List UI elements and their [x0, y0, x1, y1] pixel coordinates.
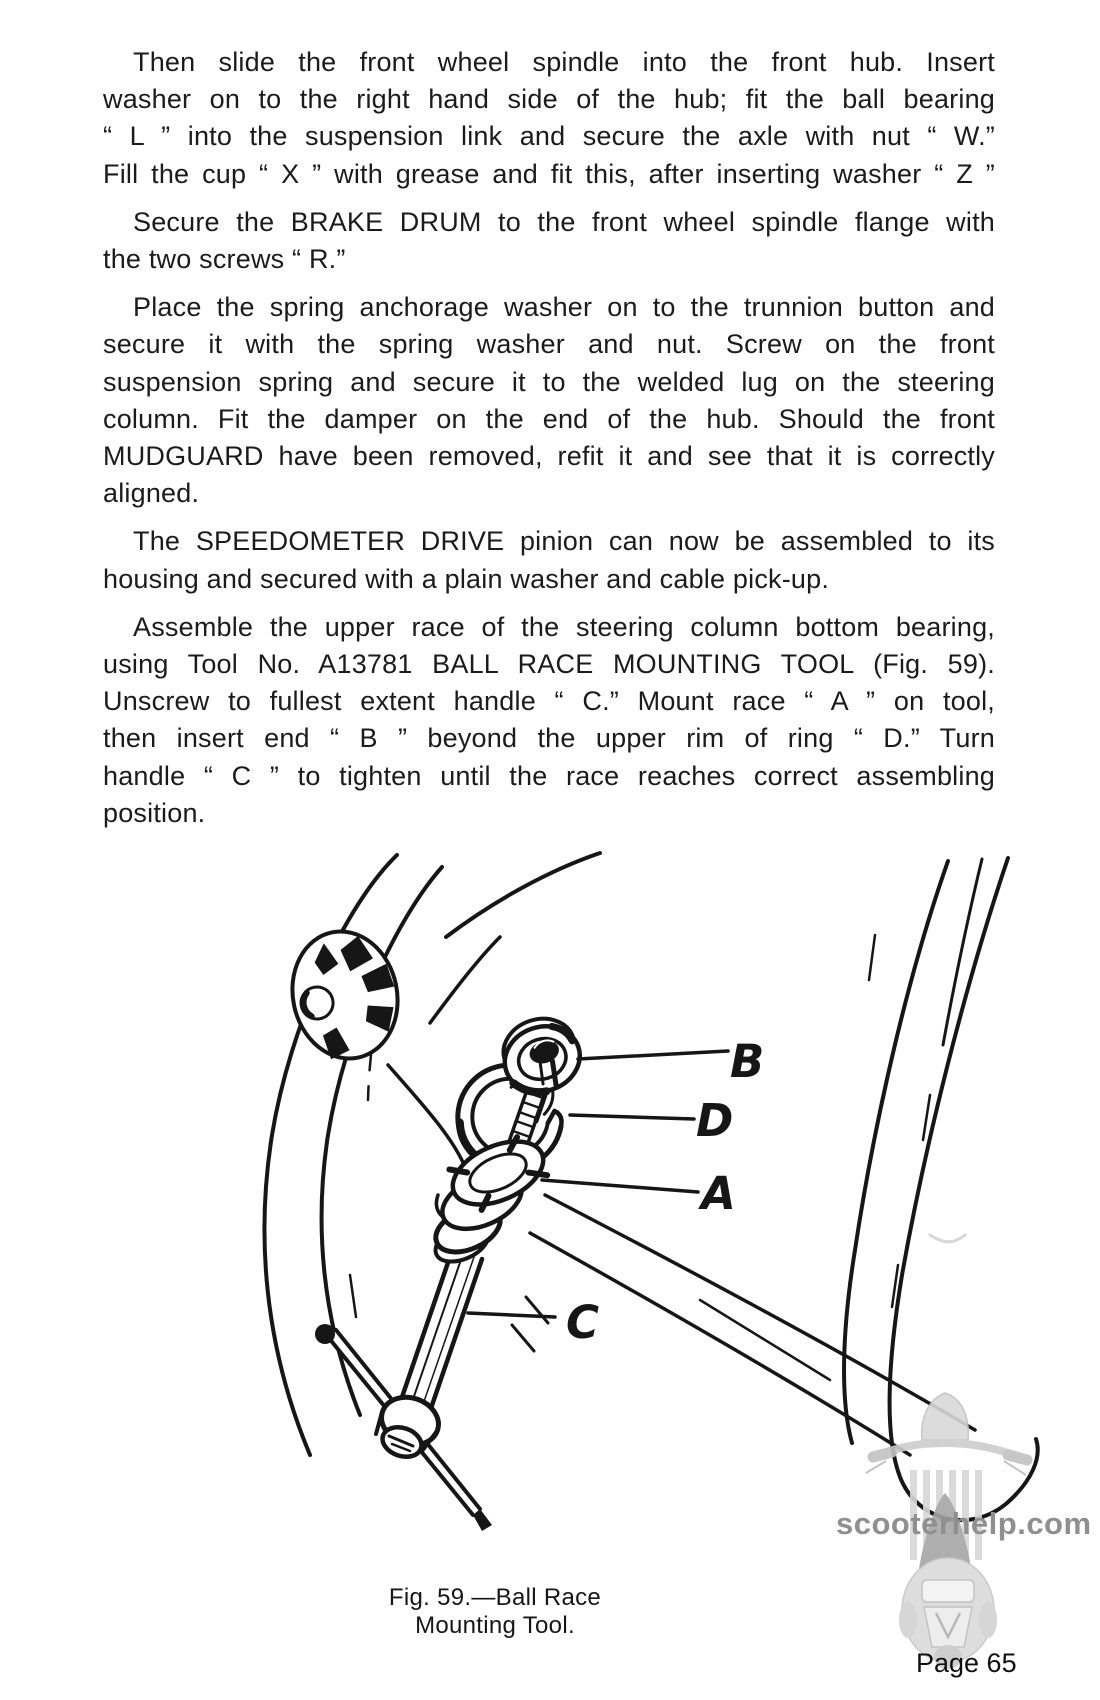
paragraph	[103, 204, 995, 278]
scooter-side-left	[899, 1602, 917, 1638]
paragraph	[103, 289, 995, 512]
scooter-grip-right	[1008, 1455, 1027, 1460]
label-d: D	[696, 1094, 734, 1147]
text-line: then insert end “ B ” beyond the upper rim of ring “ D.” Turn	[103, 723, 995, 754]
text-block	[103, 44, 995, 843]
scan-mark	[930, 1235, 965, 1242]
scooter-grip-left	[873, 1452, 892, 1457]
figure-labels	[566, 1035, 764, 1349]
text-line: housing and secured with a plain washer and cable pick-up.	[103, 563, 830, 594]
scooter-levers	[866, 1461, 1026, 1475]
text-line: using Tool No. A13781 BALL RACE MOUNTING TOOL (Fig. 59).	[103, 649, 995, 680]
text-line: aligned.	[103, 478, 200, 509]
leader-b	[578, 1051, 728, 1059]
text-line: Secure the BRAKE DRUM to the front wheel spindle flange with	[133, 206, 995, 237]
text-line: washer on to the right hand side of the hub; fit the ball bearing	[103, 84, 995, 115]
text-line: secure it with the spring washer and nut. Screw on the front	[103, 329, 995, 360]
text-line: column. Fit the damper on the end of the hub. Should the front	[103, 403, 995, 434]
text-line: The SPEEDOMETER DRIVE pinion can now be assembled to its	[133, 526, 995, 557]
label-a: A	[701, 1167, 736, 1220]
text-line: suspension spring and secure it to the welded lug on the steering	[103, 366, 995, 397]
text-line: Place the spring anchorage washer on to the trunnion button and	[133, 292, 995, 323]
text-line: MUDGUARD have been removed, refit it and see that it is correctly	[103, 441, 995, 472]
scooter-fork-panel	[924, 1607, 972, 1647]
text-line: Then slide the front wheel spindle into the front hub. Insert	[133, 47, 995, 77]
tool-shaft	[400, 1245, 548, 1417]
ball-race-mounting-tool	[315, 1009, 588, 1531]
text-line: position.	[103, 797, 206, 828]
paragraph	[103, 44, 995, 193]
figure-caption: Fig. 59.—Ball Race Mounting Tool.	[388, 1584, 602, 1639]
text-line: Assemble the upper race of the steering column bottom bearing,	[133, 611, 995, 642]
scooter-side-right	[979, 1602, 997, 1638]
text-line: Fill the cup “ X ” with grease and fit this, after inserting washer “ Z ”	[103, 158, 995, 189]
scooter-fender-panel	[922, 1580, 974, 1602]
paragraph	[103, 609, 995, 832]
paragraph	[103, 523, 995, 597]
page-number: Page 65	[916, 1648, 1017, 1678]
leader-a	[542, 1180, 698, 1192]
text-line: handle “ C ” to tighten until the race reaches correct assembling	[103, 760, 995, 791]
text-line: Unscrew to fullest extent handle “ C.” Mount race “ A ” on tool,	[103, 686, 995, 717]
text-line: the two screws “ R.”	[103, 244, 346, 275]
label-c: C	[566, 1296, 600, 1349]
scooter-headset	[922, 1393, 969, 1440]
label-b: B	[730, 1035, 765, 1088]
text-line: “ L ” into the suspension link and secure the axle with nut “ W.”	[103, 121, 995, 152]
leader-d	[570, 1115, 694, 1119]
watermark-site-text: scooterhelp.com	[836, 1506, 1092, 1541]
